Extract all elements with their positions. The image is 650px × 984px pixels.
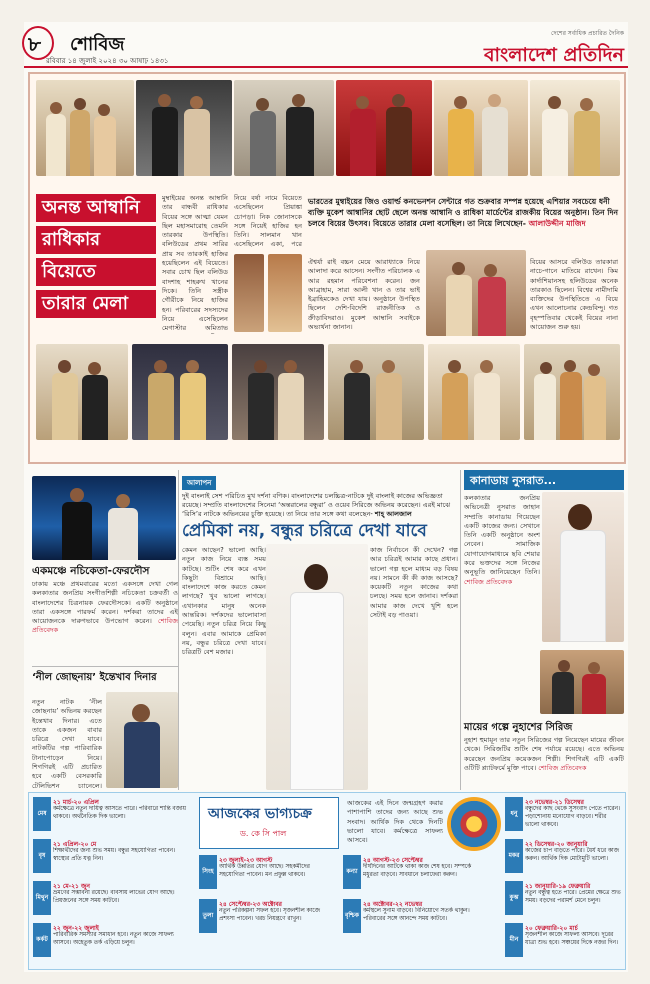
- horoscope-sign: [33, 797, 193, 835]
- photo-aniruddha-sohana: [428, 344, 520, 440]
- story-text: ঢাকায় মঞ্চে প্রথমবারের মতো একসঙ্গে দেখা গেল কলকাতার জনপ্রিয় সংগীতশিল্পী নচিকেতা চক্রবর্তী ও বাংলাদেশের চিত্রনায়ক ফেরদৌসকে। একটি অনুষ্ঠানে তারা একসঙ্গে পারফর্ম করেন। দর্শকরা তাদের এই আয়োজনকে দারুণভাবে উপভোগ করেন।: [32, 580, 178, 626]
- wedding-column-3: ঐশ্বর্যা রাই বচ্চন মেয়ে আরাধ্যাকে নিয়ে আলাদা করে আসেন। সংগীত পরিচালক এ আর রহমান পরিবেশনা করেন। জন আব্রাহাম, সারা আলী খান ও তার ভাই ইব্রাহিমকেও দেখা যায়। অনুষ্ঠানে উপস্থিত ছিলেন দেশি-বিদেশি রাজনীতিক ও ক্রীড়াবিদরাও। মুকেশ আম্বানি সবাইকে অভ্যর্থনা জানান।: [308, 258, 420, 332]
- interview-byline: শাহ্ আলজাল: [374, 510, 412, 519]
- sign-name: সিংহ: [199, 855, 217, 889]
- headline-line: বিয়েতে: [36, 258, 156, 286]
- story-byline: শোবিজ প্রতিবেদক: [538, 763, 587, 772]
- divider: [460, 470, 461, 790]
- interview-column-right: কাজ নির্বাচনে কী দেখেন? গল্প আর চরিত্রই আমার কাছে প্রধান। ভালো গল্প হলে মাধ্যম বড় বিষয় নয়। সামনে কী কী কাজ আসছে? কয়েকটি নতুন কাজের কথা চলছে। সময় হলে জানাব। দর্শকরা আমার কাজ দেখে খুশি হলে সেটাই বড় পাওয়া।: [370, 546, 458, 620]
- interview-intro: [182, 492, 462, 520]
- horoscope-sign: [505, 797, 623, 835]
- wedding-headline: [36, 194, 156, 322]
- sign-name: মকর: [505, 839, 523, 873]
- sign-name: বৃষ: [33, 839, 51, 873]
- sign-date: ২১ মার্চ-২০ এপ্রিল: [53, 799, 99, 806]
- photo-bride: [234, 254, 264, 332]
- sign-text: শিক্ষার্থীদের জন্য শুভ সময়। বন্ধুর সহযোগিতা পাবেন। স্বাস্থ্যের প্রতি যত্ন নিন।: [53, 848, 176, 862]
- horoscope-title: আজকের ভাগ্যচক্র: [208, 806, 312, 822]
- sign-name: কর্কট: [33, 923, 51, 957]
- horoscope-sign: [505, 881, 623, 919]
- sign-text: কাজের চাপ বাড়তে পারে। ধৈর্য ধরে কাজ করুন। আর্থিক দিক মোটামুটি ভালো।: [525, 848, 619, 862]
- horoscope-sign: [33, 839, 193, 877]
- sign-name: মিথুন: [33, 881, 51, 915]
- story-text: নুহাশ হুমায়ূন তার নতুন সিরিজের গল্প নিয়েছেন মায়ের জীবন থেকে। সিরিজটির শুটিং শেষ পর্যায়ে রয়েছে। এতে অভিনয় করেছেন জনপ্রিয় কয়েকজন শিল্পী। শিগগিরই এটি একটি ওটিটি প্ল্যাটফর্মে মুক্তি পাবে।: [464, 736, 624, 772]
- horoscope-sign: [33, 923, 193, 961]
- story-text: নতুন নাটক ‘নীল জোছনায়’ অভিনয় করছেন ইন্তেখাব দিনার। এতে তাকে একজন বাবার চরিত্রে দেখা যাবে। নাটকটির গল্প পারিবারিক টানাপোড়েন নিয়ে। শিগগিরই এটি প্রচারিত হবে একটি বেসরকারি টেলিভিশন চ্যানেলে।: [32, 698, 102, 790]
- sign-name: মেষ: [33, 797, 51, 831]
- photo-concert-stage: [32, 476, 176, 560]
- headline-line: অনন্ত আম্বানি: [36, 194, 156, 222]
- story-title: কানাডায় নুসরাত...: [464, 470, 624, 490]
- zodiac-wheel-icon: [447, 797, 501, 851]
- top-photo-row: [36, 80, 620, 176]
- sign-date: ২১ মে-২১ জুন: [53, 883, 90, 890]
- interview-column-left: কেমন আছেন? ভালো আছি। নতুন কাজ নিয়ে ব্যস্ত সময় কাটছে। শুটিং শেষ করে এখন কিছুটা বিশ্রামে আছি। বাংলাদেশে কাজ করতে কেমন লাগছে? খুব ভালো লাগছে। এখানকার মানুষ অনেক আন্তরিক। দর্শকদের ভালোবাসা পেয়েছি। নতুন চরিত্র নিয়ে কিছু বলুন। এবার আমাকে প্রেমিকা নয়, বন্ধুর চরিত্রে দেখা যাবে। চরিত্রটি বেশ মজার।: [182, 546, 266, 657]
- dateline: রবিবার ১৪ জুলাই ২০২৪ ৩০ আষাঢ় ১৪৩১: [46, 57, 169, 65]
- story-byline: শোবিজ প্রতিবেদক: [32, 617, 178, 635]
- masthead: [484, 28, 624, 73]
- story-title: ‘নীল জোছনায়’ ইন্তেখাব দিনার: [32, 672, 157, 683]
- divider: [178, 470, 179, 790]
- story-text: কলকাতার জনপ্রিয় অভিনেত্রী নুসরাত জাহান সম্প্রতি কানাডায় গিয়েছেন একটি কাজের জন্য। সেখানে তিনি একটি অনুষ্ঠানে অংশ নেবেন। সামাজিক যোগাযোগমাধ্যমে ছবি শেয়ার করে ভক্তদের সঙ্গে নিজের অনুভূতি জানিয়েছেন তিনি।: [464, 494, 540, 577]
- sign-date: ২২ ডিসেম্বর-২০ জানুয়ারি: [525, 841, 588, 848]
- sign-text: কর্মক্ষেত্রে নতুন দায়িত্ব আসতে পারে। পরিবারে শান্তি বজায় থাকবে। অর্থনৈতিক দিক ভালো।: [53, 806, 186, 820]
- interview-label: আলাপন: [182, 476, 216, 490]
- horoscope-section: [28, 792, 626, 970]
- page-number: ৮: [28, 30, 41, 63]
- masthead-title: বাংলাদেশ প্রতিদিন: [483, 44, 624, 66]
- horoscope-sign: [343, 855, 483, 893]
- sign-name: তুলা: [199, 899, 217, 933]
- photo-intekhab-dinar: [106, 692, 178, 788]
- photo-aaradhya-aishwarya: [132, 344, 228, 440]
- horoscope-header: [199, 797, 339, 849]
- photo-nuhash-mother: [540, 650, 624, 714]
- bottom-photo-row: [36, 344, 620, 440]
- wedding-intro: [308, 196, 618, 229]
- story-title: মায়ের গল্পে নুহাশের সিরিজ: [464, 722, 573, 733]
- photo-shahrukh-gauri: [136, 80, 232, 176]
- intro-text: ভারতের মুম্বাইয়ের জিও ওয়ার্ল্ড কনভেনশন সেন্টারে গত শুক্রবার সম্পন্ন হয়েছে এশিয়ার সবচেয়ে ধনী ব্যক্তি মুকেশ আম্বানির ছোট ছেলে অনন্ত আম্বানি ও রাধিকা মার্চেন্টের রাজকীয় বিয়ের অনুষ্ঠান। তিন দিন চলবে বিয়ের উৎসব। বিয়েতে তারার মেলা বসেছিল। তা নিয়ে লিখেছেন-: [308, 197, 618, 228]
- wedding-column-2: [234, 194, 302, 248]
- horoscope-sign: [33, 881, 193, 919]
- wedding-feature: [28, 72, 626, 464]
- photo-groom: [268, 254, 302, 332]
- photo-kartik-vicky: [336, 80, 432, 176]
- photo-ranbir-alia: [530, 80, 620, 176]
- sign-text: বন্ধুদের কাছ থেকে সুসংবাদ পেতে পারেন। পড়াশোনায় মনোযোগ বাড়বে। শরীর ভালো থাকবে।: [525, 806, 621, 828]
- horoscope-sign: [343, 899, 483, 937]
- photo-ibrahim-sara: [328, 344, 424, 440]
- sign-text: ভ্রমণের সম্ভাবনা রয়েছে। ব্যবসায় লাভের যোগ আছে। প্রিয়জনের সঙ্গে সময় কাটবে।: [53, 890, 175, 904]
- sign-text: আর্থিক উন্নতির যোগ আছে। সহকর্মীদের সহযোগিতা পাবেন। মন প্রফুল্ল থাকবে।: [219, 864, 310, 878]
- story-body: [32, 698, 102, 790]
- sign-text: কর্মস্থলে সুনাম বাড়বে। বিনিয়োগে সতর্ক থাকুন। পরিবারের সঙ্গে আনন্দে সময় কাটবে।: [363, 908, 470, 922]
- divider: [32, 666, 178, 667]
- photo-nusrat: [542, 492, 624, 642]
- photo-bachchan-family: [36, 80, 134, 176]
- intro-text: দুই বাংলাই সেশ পরিচিত মুখ দর্শনা বণিক। বাংলাদেশের চলচ্চিত্র-নাটকে দুই বাংলাই কাজের অভিজ্ঞতা রয়েছে। সম্প্রতি বাংলাদেশের সিনেমা ‘অন্তরালের বন্ধুরা’ ও ওয়েব সিরিজে অভিনয় করেছেন। এরই মাঝে ‘রিসি’র নাটকে অভিনয়ের চুক্তি হয়েছে। তা নিয়ে তার সঙ্গে কথা বলেছেন-: [182, 492, 451, 519]
- newspaper-page: [24, 22, 628, 972]
- sign-date: ২৪ অক্টোবর-২২ নভেম্বর: [363, 901, 423, 908]
- photo-rajinikanth-family: [524, 344, 620, 440]
- horoscope-sign: [199, 855, 339, 893]
- sign-name: ধনু: [505, 797, 523, 831]
- photo-couple: [426, 250, 526, 336]
- headline-line: তারার মেলা: [36, 290, 156, 318]
- photo-salman-kapira: [234, 80, 334, 176]
- intro-byline: আলাউদ্দীন মাজিদ: [528, 219, 586, 228]
- photo-priyanka-nick: [434, 80, 528, 176]
- sign-name: মীন: [505, 923, 523, 957]
- horoscope-sign: [505, 839, 623, 877]
- story-body: [464, 736, 624, 790]
- sign-text: নতুন বন্ধুত্ব হতে পারে। প্রেমের ক্ষেত্রে শুভ সময়। বড়দের পরামর্শ মেনে চলুন।: [525, 890, 621, 904]
- horoscope-intro: আজকের এই দিনে জন্মগ্রহণ করার পাশাপাশি তাদের জন্য আছে শুভ সংবাদ। আর্থিক দিক থেকে দিনটি ভালো যাবে। কর্মক্ষেত্রে সাফল্য আসবে।: [347, 799, 443, 845]
- sign-text: সৃজনশীল কাজে সাফল্য আসবে। দূরের যাত্রা শুভ হবে। সঞ্চয়ের দিকে নজর দিন।: [525, 932, 618, 946]
- sign-text: পারিবারিক সমস্যার সমাধান হবে। নতুন কাজে সাফল্য আসবে। অহেতুক তর্ক এড়িয়ে চলুন।: [53, 932, 174, 946]
- sign-date: ২৪ সেপ্টেম্বর-২৩ অক্টোবর: [219, 901, 282, 908]
- section-title: শোবিজ: [70, 34, 125, 55]
- horoscope-author: ড. কে সি পাল: [240, 829, 287, 838]
- horoscope-sign: [199, 899, 339, 937]
- horoscope-sign: [505, 923, 623, 961]
- photo-ar-rahman: [36, 344, 128, 440]
- sign-date: ২০ ফেব্রুয়ারি-২০ মার্চ: [525, 925, 578, 932]
- story-title: একমঞ্চে নচিকেতা-ফেরদৌস: [32, 565, 150, 577]
- story-body: [32, 580, 178, 660]
- sign-date: ২৩ নভেম্বর-২১ ডিসেম্বর: [525, 799, 584, 806]
- wedding-column-1: মুম্বাইয়ের অনন্ত আম্বানি তার বান্ধবী রাধিকার বিয়ের সঙ্গে আত্মা যেমন ছিল মহাসমারোহ তেমনি তারকার উপস্থিতি। বলিউডের প্রথম সারির প্রায় সব তারকাই হাজির হয়েছিলেন এই বিয়েতে। সবার চোখ ছিল বলিউড বাদশাহ শাহরুখ খানের দিকে। তিনি সস্ত্রীক গৌরীকে নিয়ে হাজির হন। পরিবারের সদস্যদের নিয়ে এসেছিলেন মেগাস্টার অমিতাভ: [162, 194, 228, 333]
- sign-date: ২১ এপ্রিল-২০ মে: [53, 841, 97, 848]
- story-byline: শোবিজ প্রতিবেদক: [464, 577, 513, 586]
- sign-date: ২২ জুন-২২ জুলাই: [53, 925, 99, 932]
- page-header: [24, 22, 628, 68]
- headline-line: রাধিকার: [36, 226, 156, 254]
- sign-date: ২৪ আগস্ট-২৩ সেপ্টেম্বর: [363, 857, 423, 864]
- interview-headline: প্রেমিকা নয়, বন্ধুর চরিত্রে দেখা যাবে: [182, 521, 427, 541]
- sign-text: দীর্ঘদিনের আটকে থাকা কাজ শেষ হবে। সম্পর্কে মধুরতা বাড়বে। সাবধানে চলাফেরা করুন।: [363, 864, 472, 878]
- column-text: নিয়ে বর্ষা নামে বিয়েতে এসেছিলেন প্রিয়াঙ্কা চোপড়া। নিক জোনাসকে সঙ্গে নিয়েই হাজির হন তিনি। সালমান খান এসেছিলেন একা, পরে: [234, 194, 302, 248]
- sign-name: বৃশ্চিক: [343, 899, 361, 933]
- photo-john-abraham: [232, 344, 324, 440]
- story-body: [464, 494, 540, 644]
- sign-date: ২৩ জুলাই-২৩ আগস্ট: [219, 857, 273, 864]
- photo-darshana-banik: [266, 544, 368, 790]
- sign-text: নতুন পরিকল্পনা সফল হবে। সৃজনশীল কাজে প্রশংসা পাবেন। খরচ নিয়ন্ত্রণে রাখুন।: [219, 908, 320, 922]
- sign-date: ২১ জানুয়ারি-১৯ ফেব্রুয়ারি: [525, 883, 591, 890]
- sign-name: কুম্ভ: [505, 881, 523, 915]
- wedding-column-4: বিয়ের আসরে বলিউড তারকারা নাচে-গানে মাতিয়ে রাখেন। কিম কার্দাশিয়ানসহ হলিউডের অনেক তারকাও ছিলেন। বিশ্বের নামীদামি ব্যক্তিদের উপস্থিতিতে এ বিয়ে এখন আলোচনার কেন্দ্রবিন্দু। গত বৃহস্পতিবার থেকেই বিয়ের নানা আয়োজন শুরু হয়।: [530, 258, 618, 332]
- sign-name: কন্যা: [343, 855, 361, 889]
- masthead-tagline: দেশের সর্বাধিক প্রচারিত দৈনিক: [551, 30, 624, 37]
